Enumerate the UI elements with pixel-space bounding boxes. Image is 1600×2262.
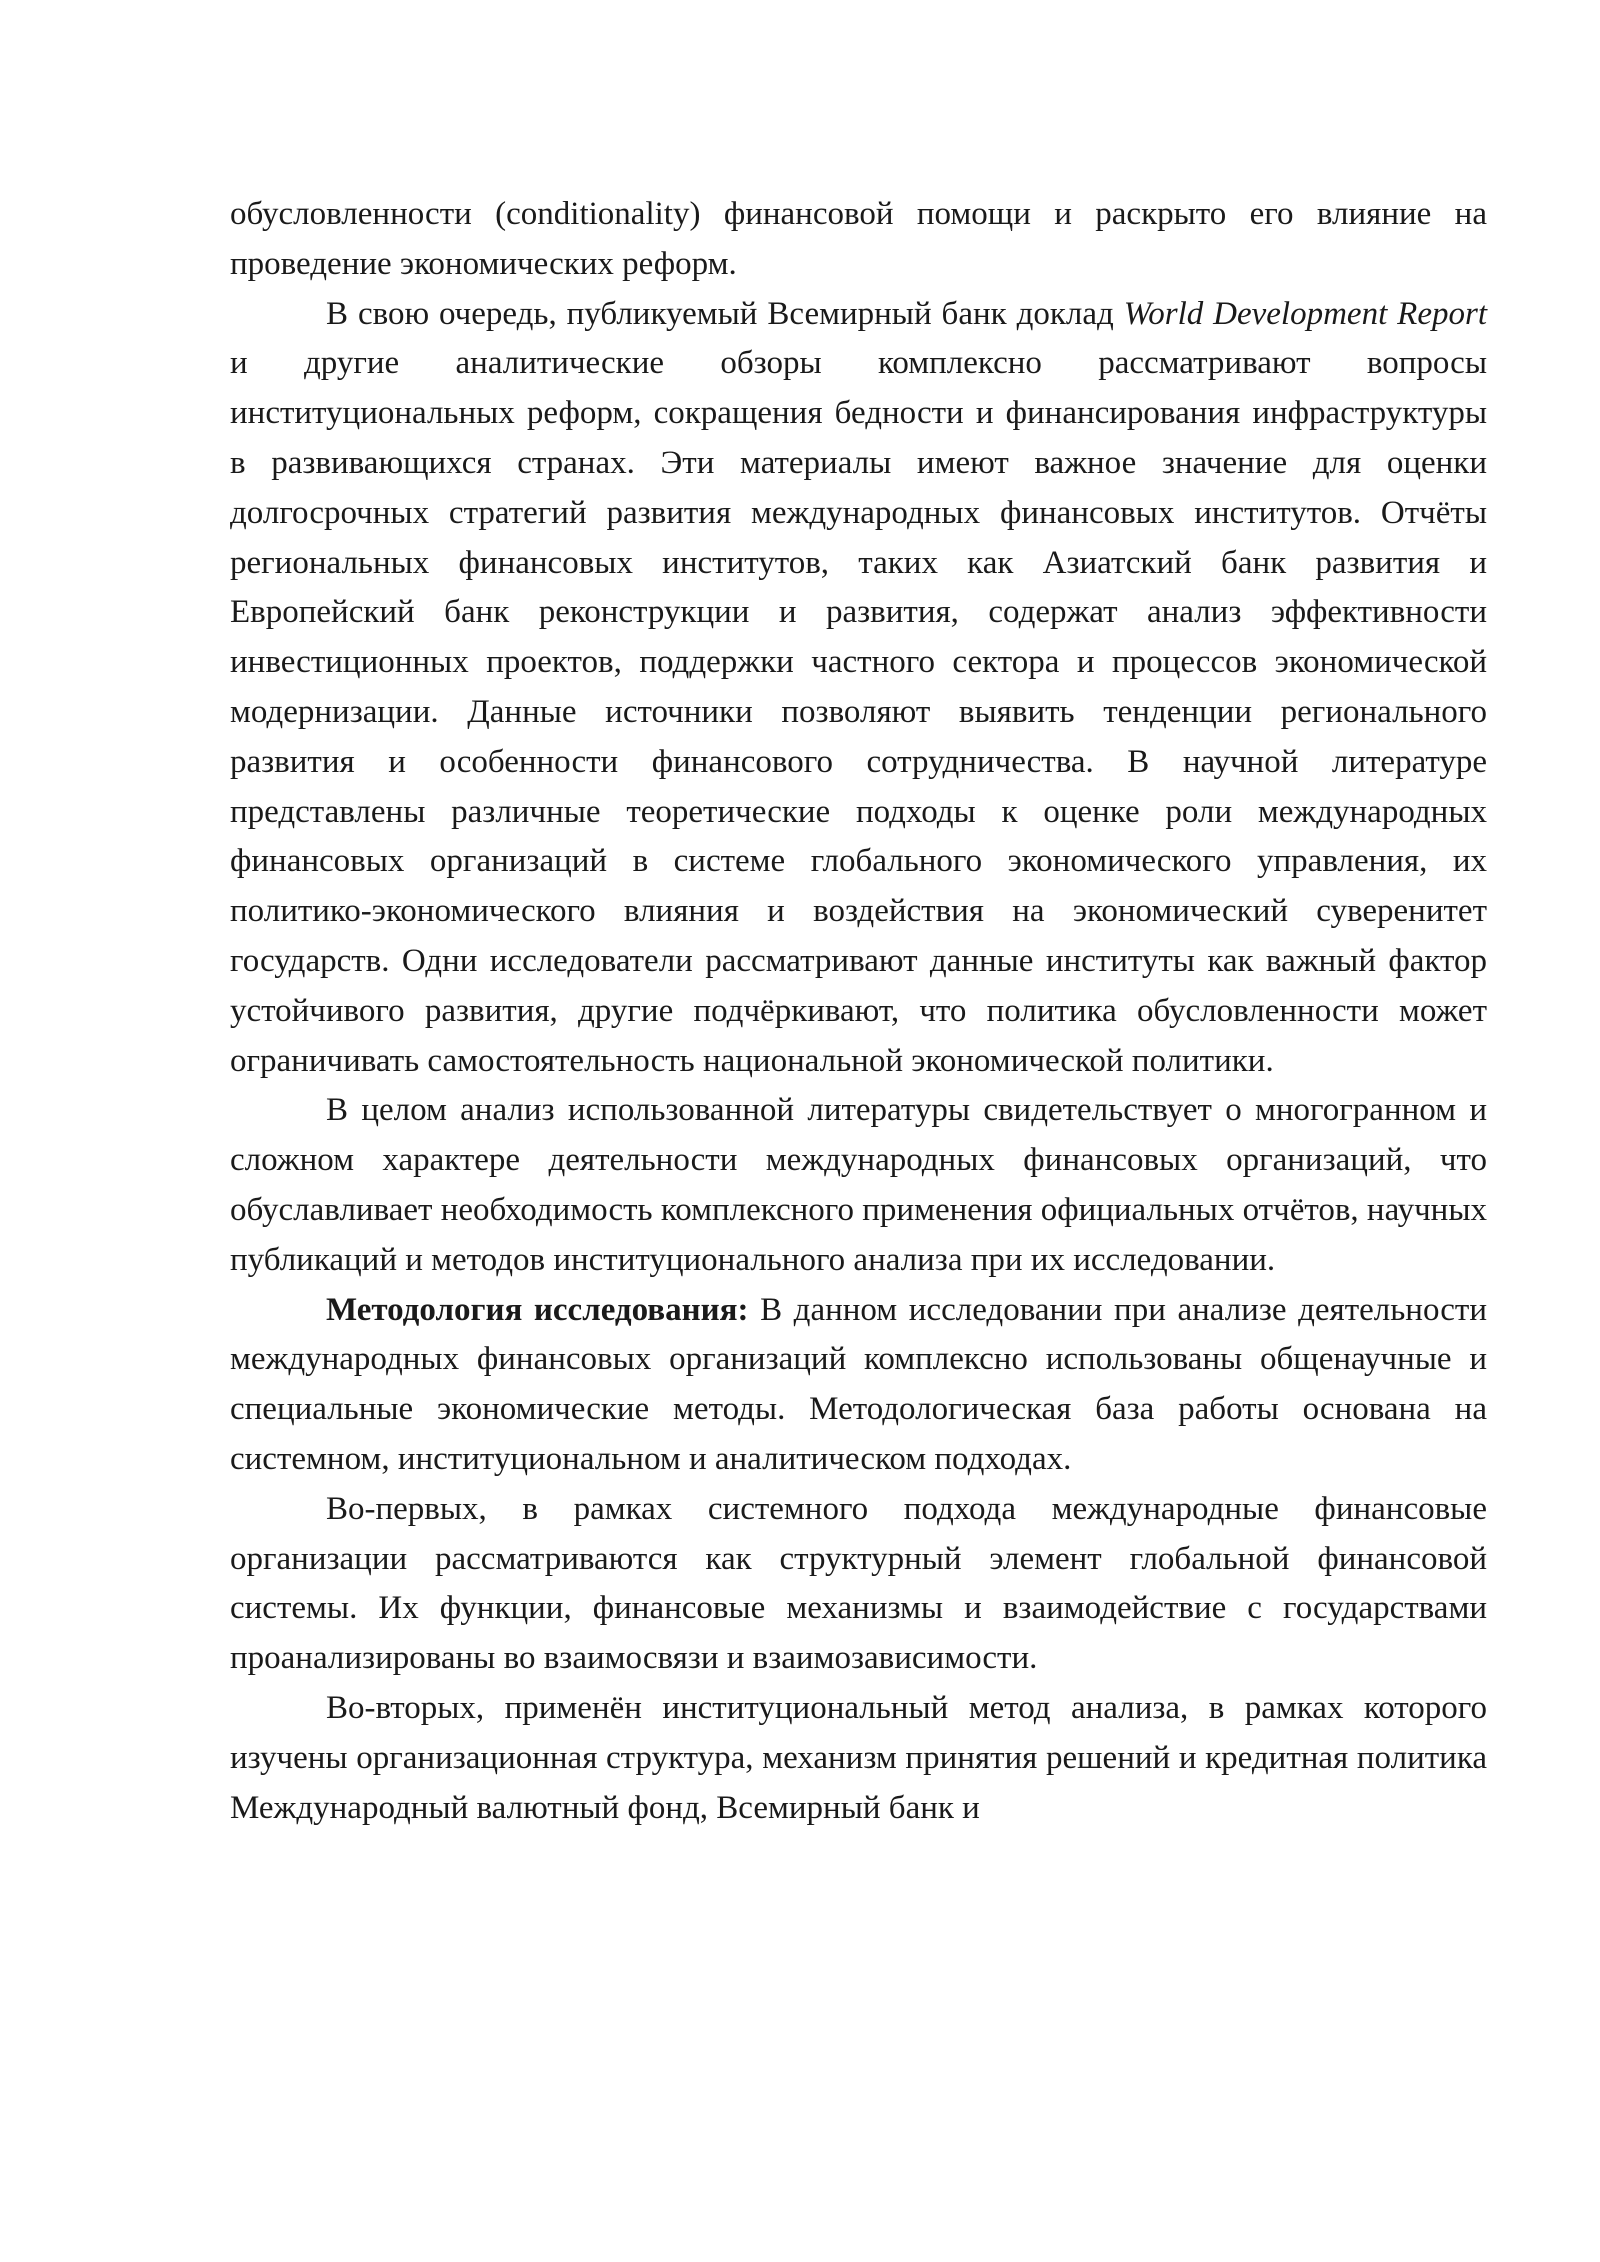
paragraph-institutional-method: [230, 1684, 1487, 1833]
paragraph-conditionality: [230, 190, 1487, 290]
paragraph-systemic-approach: [230, 1485, 1487, 1684]
paragraph-text: обусловленности (conditionality) финансовой помощи и раскрыто его влияние на проведение экономических реформ.: [230, 196, 1487, 282]
paragraph-text: Во-первых, в рамках системного подхода международные финансовые организации рассматриваются как структурный элемент глобальной финансовой системы. Их функции, финансовые механизмы и взаимодействие с государствами проанализированы во взаимосвязи и взаимозависимости.: [230, 1490, 1487, 1677]
paragraph-text-start: В свою очередь, публикуемый Всемирный банк доклад: [326, 295, 1124, 332]
paragraph-methodology: [230, 1286, 1487, 1485]
paragraph-text-rest: и другие аналитические обзоры комплексно рассматривают вопросы институциональных реформ, сокращения бедности и финансирования инфраструктуры в развивающихся странах. Эти материалы имеют важное значение для оценки долгосрочных стратегий развития международных финансовых институтов. Отчёты региональных финансовых институтов, таких как Азиатский банк развития и Европейский банк реконструкции и развития, содержат анализ эффективности инвестиционных проектов, поддержки частного сектора и процессов экономической модернизации. Данные источники позволяют выявить тенденции регионального развития и особенности финансового сотрудничества. В научной литературе представлены различные теоретические подходы к оценке роли международных финансовых организаций в системе глобального экономического управления, их политико-экономического влияния и воздействия на экономический суверенитет государств. Одни исследователи рассматривают данные институты как важный фактор устойчивого развития, другие подчёркивают, что политика обусловленности может ограничивать самостоятельность национальной экономической политики.: [230, 345, 1487, 1079]
methodology-heading: Методология исследования:: [326, 1291, 749, 1328]
paragraph-text-rest: В данном исследовании при анализе деятельности международных финансовых организаций комплексно использованы общенаучные и специальные экономические методы. Методологическая база работы основана на системном, институциональном и аналитическом подходах.: [230, 1291, 1488, 1477]
document-page: [230, 190, 1487, 1833]
paragraph-text: Во-вторых, применён институциональный метод анализа, в рамках которого изучены организационная структура, механизм принятия решений и кредитная политика Международный валютный фонд, Всемирный банк и: [230, 1689, 1487, 1826]
paragraph-world-development-report: [230, 290, 1487, 1087]
paragraph-literature-summary: [230, 1086, 1487, 1285]
paragraph-text: В целом анализ использованной литературы свидетельствует о многогранном и сложном характере деятельности международных финансовых организаций, что обуславливает необходимость комплексного применения официальных отчётов, научных публикаций и методов институционального анализа при их исследовании.: [230, 1092, 1487, 1278]
report-title-italic: World Development Report: [1123, 295, 1487, 332]
